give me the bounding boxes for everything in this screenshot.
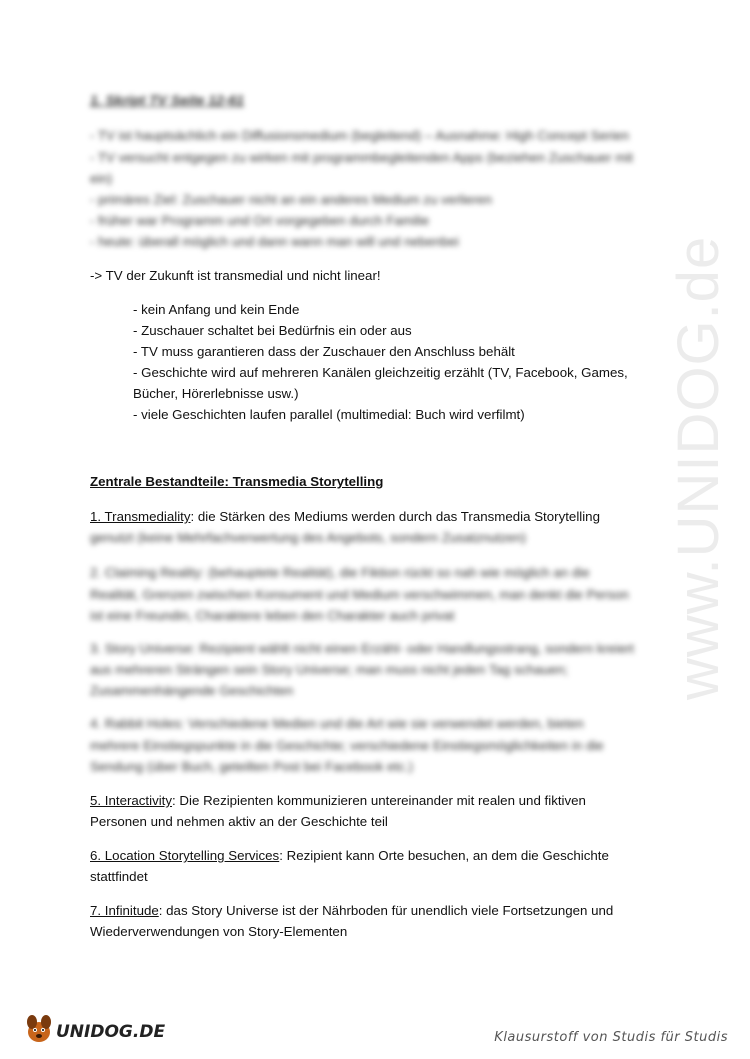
blurred-line: - TV versucht entgegen zu wirken mit programmbegleitenden Apps (beziehen Zuschauer mit xyxy=(90,150,633,165)
blurred-line: Sendung (über Buch, geteilten Post bei Facebook etc.) xyxy=(90,759,414,774)
list-item-continuation: Bücher, Hörerlebnisse usw.) xyxy=(133,386,299,401)
blurred-line: - TV ist hauptsächlich ein Diffusionsmedium (begleitend) – Ausnahme: High Concept Serien xyxy=(90,128,630,143)
list-item: - kein Anfang und kein Ende xyxy=(133,302,300,317)
conclusion-text: -> TV der Zukunft ist transmedial und nicht linear! xyxy=(90,268,381,283)
blurred-line: Zusammenhängende Geschichten xyxy=(90,683,294,698)
item-text-continuation: stattfindet xyxy=(90,869,148,884)
item-text-continuation: Wiederverwendungen von Story-Elementen xyxy=(90,924,348,939)
footer-tagline: Klausurstoff von Studis für Studis xyxy=(494,1030,728,1045)
watermark: www.UNIDOG.de xyxy=(666,235,731,700)
item-label: 7. Infinitude xyxy=(90,903,159,918)
section-title: Zentrale Bestandteile: Transmedia Storytelling xyxy=(90,474,384,489)
item-infinitude xyxy=(90,900,613,921)
blurred-line: - heute: überall möglich und dann wann man will und nebenbei xyxy=(90,234,459,249)
item-transmediality xyxy=(90,506,600,527)
item-location-storytelling xyxy=(90,845,609,866)
blurred-heading: 1. Skript TV Seite 12-61 xyxy=(90,92,245,108)
item-text-continuation: Personen und nehmen aktiv an der Geschichte teil xyxy=(90,814,388,829)
list-item: - TV muss garantieren dass der Zuschauer den Anschluss behält xyxy=(133,344,515,359)
list-item: - viele Geschichten laufen parallel (multimedial: Buch wird verfilmt) xyxy=(133,407,525,422)
list-item: - Geschichte wird auf mehreren Kanälen gleichzeitig erzählt (TV, Facebook, Games, xyxy=(133,365,628,380)
blurred-line: mehrere Einstiegspunkte in die Geschichte; verschiedene Einstiegsmöglichkeiten in die xyxy=(90,738,604,753)
blurred-line: - primäres Ziel: Zuschauer nicht an ein anderes Medium zu verlieren xyxy=(90,192,493,207)
logo-text: UNIDOG.DE xyxy=(56,1022,166,1042)
item-text: : die Stärken des Mediums werden durch das Transmedia Storytelling xyxy=(190,509,600,524)
blurred-line: aus mehreren Strängen sein Story Universe; man muss nicht jeden Tag schauen; xyxy=(90,662,568,677)
blurred-line: genutzt (keine Mehrfachverwertung des Angebots, sondern Zusatznutzen) xyxy=(90,530,527,545)
item-text: : Die Rezipienten kommunizieren untereinander mit realen und fiktiven xyxy=(172,793,586,808)
blurred-line: ein) xyxy=(90,171,113,186)
item-label: 6. Location Storytelling Services xyxy=(90,848,280,863)
blurred-line: 4. Rabbit Holes: Verschiedene Medien und die Art wie sie verwendet werden, bieten xyxy=(90,716,584,731)
blurred-line: 2. Claiming Reality: (behauptete Realität), die Fiktion rückt so nah wie möglich an die xyxy=(90,565,590,580)
blurred-line: Realität, Grenzen zwischen Konsument und Medium verschwimmen, man denkt die Person xyxy=(90,587,629,602)
item-text: : Rezipient kann Orte besuchen, an dem die Geschichte xyxy=(279,848,609,863)
item-text: : das Story Universe ist der Nährboden für unendlich viele Fortsetzungen und xyxy=(158,903,614,918)
blurred-line: ist eine Freundin, Charaktere leben den Charakter auch privat xyxy=(90,608,455,623)
item-label: 1. Transmediality xyxy=(90,509,191,524)
blurred-line: 3. Story Universe: Rezipient wählt nicht einen Erzähl- oder Handlungsstrang, sondern kreiert xyxy=(90,641,634,656)
blurred-line: - früher war Programm und Ort vorgegeben durch Familie xyxy=(90,213,430,228)
item-label: 5. Interactivity xyxy=(90,793,173,808)
dog-mascot-icon xyxy=(27,1015,51,1042)
list-item: - Zuschauer schaltet bei Bedürfnis ein oder aus xyxy=(133,323,412,338)
item-interactivity xyxy=(90,790,586,811)
